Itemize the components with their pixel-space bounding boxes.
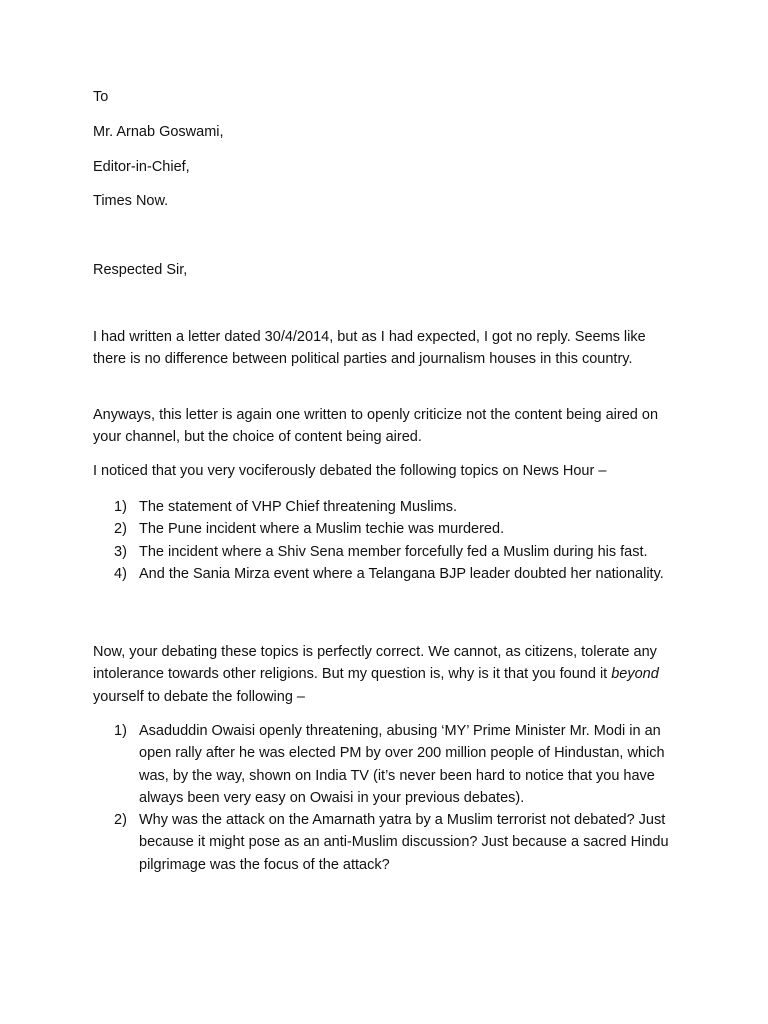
paragraph-1: I had written a letter dated 30/4/2014, but as I had expected, I got no reply. Seems like there is no difference between political parties and journalism houses in this country. <box>93 329 646 368</box>
list-item <box>93 518 683 540</box>
list-item-text: Asaduddin Owaisi openly threatening, abusing ‘MY’ Prime Minister Mr. Modi in an open rally after he was elected PM by over 200 million people of Hindustan, which was, by the way, shown on India TV (it’s never been hard to notice that you have always been very easy on Owaisi in your previous debates). <box>139 723 665 806</box>
recipient-name: Mr. Arnab Goswami, <box>93 124 224 140</box>
list-item-text: Why was the attack on the Amarnath yatra by a Muslim terrorist not debated? Just because it might pose as an anti-Muslim discussion? Just because a sacred Hindu pilgrimage was the focus of the attack? <box>139 812 669 873</box>
list-item-text: And the Sania Mirza event where a Telangana BJP leader doubted her nationality. <box>139 565 664 582</box>
list-item <box>93 720 683 809</box>
debated-topics-list <box>93 496 683 585</box>
recipient-title: Editor-in-Chief, <box>93 159 190 175</box>
list-number: 3) <box>114 543 127 560</box>
salutation-to: To <box>93 89 109 105</box>
list-number: 2) <box>114 812 127 829</box>
list-number: 4) <box>114 565 127 582</box>
list-item-text: The statement of VHP Chief threatening Muslims. <box>139 499 458 515</box>
paragraph-2: Anyways, this letter is again one written to openly criticize not the content being aired on your channel, but the choice of content being aired. <box>93 407 659 446</box>
paragraph-4 <box>93 641 673 708</box>
list-item <box>93 496 683 518</box>
list-number: 1) <box>114 723 127 739</box>
greeting: Respected Sir, <box>93 262 188 278</box>
undebated-topics-list <box>93 720 683 876</box>
list-number: 2) <box>114 521 127 538</box>
list-item <box>93 541 683 563</box>
list-item <box>93 563 683 585</box>
paragraph-4-start: Now, your debating these topics is perfectly correct. We cannot, as citizens, tolerate any intolerance towards other religions. But my question is, why is it that you found it <box>93 644 657 683</box>
list-item-text: The Pune incident where a Muslim techie was murdered. <box>139 521 505 538</box>
paragraph-4-end: yourself to debate the following – <box>93 688 305 705</box>
list-item <box>93 809 683 876</box>
paragraph-3: I noticed that you very vociferously debated the following topics on News Hour – <box>93 463 607 479</box>
list-item-text: The incident where a Shiv Sena member forcefully fed a Muslim during his fast. <box>139 543 648 560</box>
recipient-org: Times Now. <box>93 193 169 209</box>
paragraph-4-emphasis: beyond <box>611 666 659 683</box>
list-number: 1) <box>114 499 127 515</box>
